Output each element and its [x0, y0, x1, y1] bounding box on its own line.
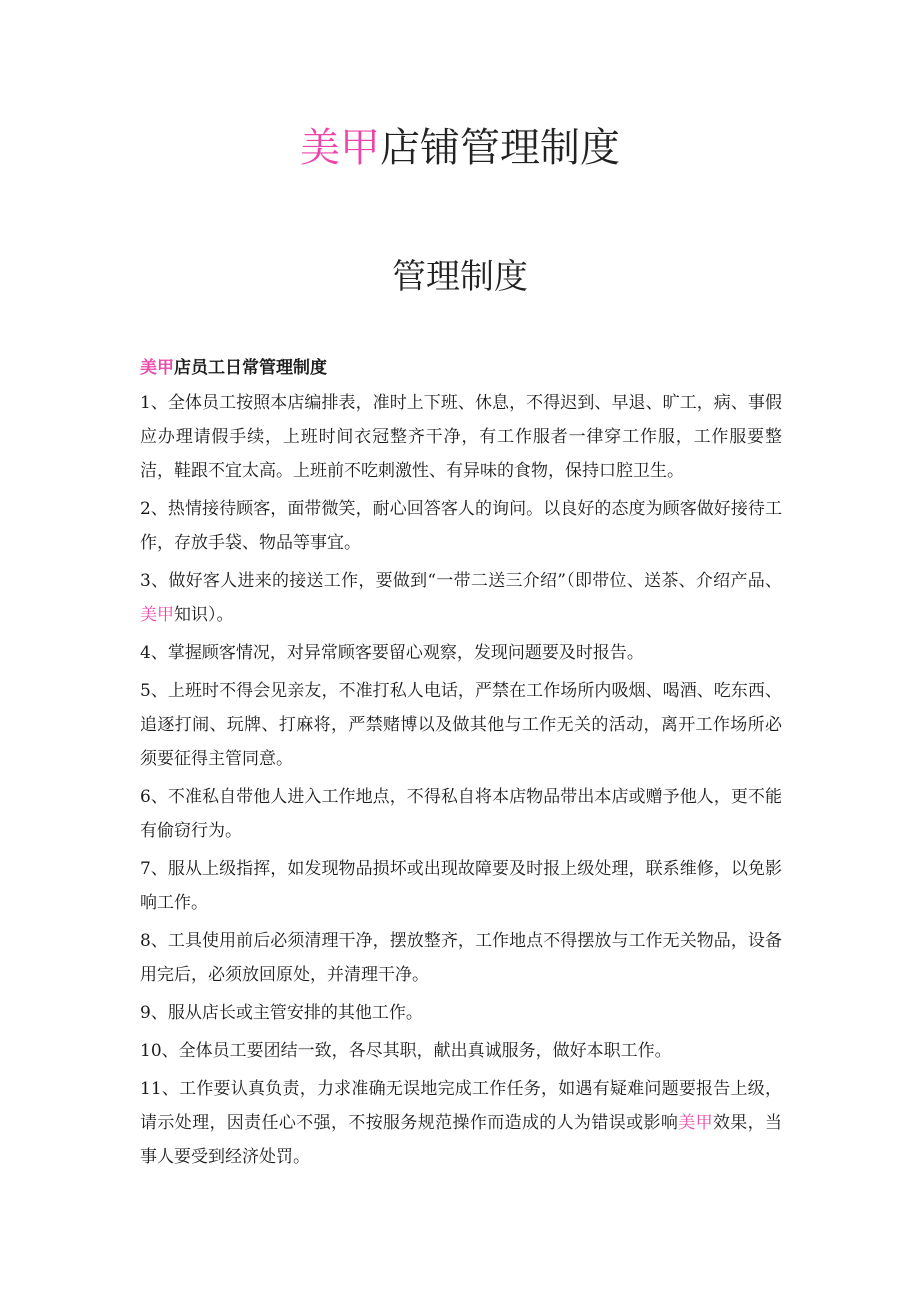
subheading-brand: 美甲	[140, 358, 174, 378]
rule-11-text-b: 效果，当事人要受到经济处罚。	[140, 1113, 783, 1167]
rule-11-brand: 美甲	[678, 1113, 713, 1133]
rule-3-text-b: 知识）。	[174, 605, 234, 625]
rule-3-text-a: 3、做好客人进来的接送工作，要做到“一带二送三介绍”（即带位、送茶、介绍产品、	[140, 571, 782, 591]
rule-10: 10、全体员工要团结一致，各尽其职，献出真诚服务，做好本职工作。	[140, 1041, 672, 1061]
document-title	[0, 120, 920, 176]
rule-2: 2、热情接待顾客，面带微笑，耐心回答客人的询问。以良好的态度为顾客做好接待工作，存放手袋、物品等事宜。	[140, 499, 782, 553]
title-brand: 美甲	[300, 125, 380, 171]
document-body	[140, 350, 782, 1178]
section-title: 管理制度	[392, 257, 528, 297]
rule-4: 4、掌握顾客情况，对异常顾客要留心观察，发现问题要及时报告。	[140, 643, 644, 663]
rule-8: 8、工具使用前后必须清理干净，摆放整齐，工作地点不得摆放与工作无关物品，设备用完后，必须放回原处，并清理干净。	[140, 931, 782, 985]
rule-3-brand: 美甲	[140, 605, 174, 625]
title-rest: 店铺管理制度	[380, 125, 620, 171]
rule-1: 1、全体员工按照本店编排表，准时上下班、休息，不得迟到、早退、旷工，病、事假应办理请假手续，上班时间衣冠整齐干净，有工作服者一律穿工作服，工作服要整洁，鞋跟不宜太高。上班前不吃刺激性、有异味的食物，保持口腔卫生。	[140, 393, 782, 481]
rule-6: 6、不准私自带他人进入工作地点，不得私自将本店物品带出本店或赠予他人，更不能有偷窃行为。	[140, 787, 782, 841]
rule-9: 9、服从店长或主管安排的其他工作。	[140, 1003, 423, 1023]
rule-11-text-a: 11、工作要认真负责，力求准确无误地完成工作任务，如遇有疑难问题要报告上级，请示处理，因责任心不强，不按服务规范操作而造成的人为错误或影响	[140, 1079, 782, 1133]
subheading-rest: 店员工日常管理制度	[174, 358, 327, 378]
rule-3	[140, 564, 782, 632]
rule-7: 7、服从上级指挥，如发现物品损坏或出现故障要及时报上级处理，联系维修，以免影响工作。	[140, 859, 782, 913]
rule-11	[140, 1072, 782, 1174]
rule-5: 5、上班时不得会见亲友，不准打私人电话，严禁在工作场所内吸烟、喝酒、吃东西、追逐打闹、玩牌、打麻将，严禁赌博以及做其他与工作无关的活动，离开工作场所必须要征得主管同意。	[140, 681, 782, 769]
subheading	[140, 350, 782, 386]
